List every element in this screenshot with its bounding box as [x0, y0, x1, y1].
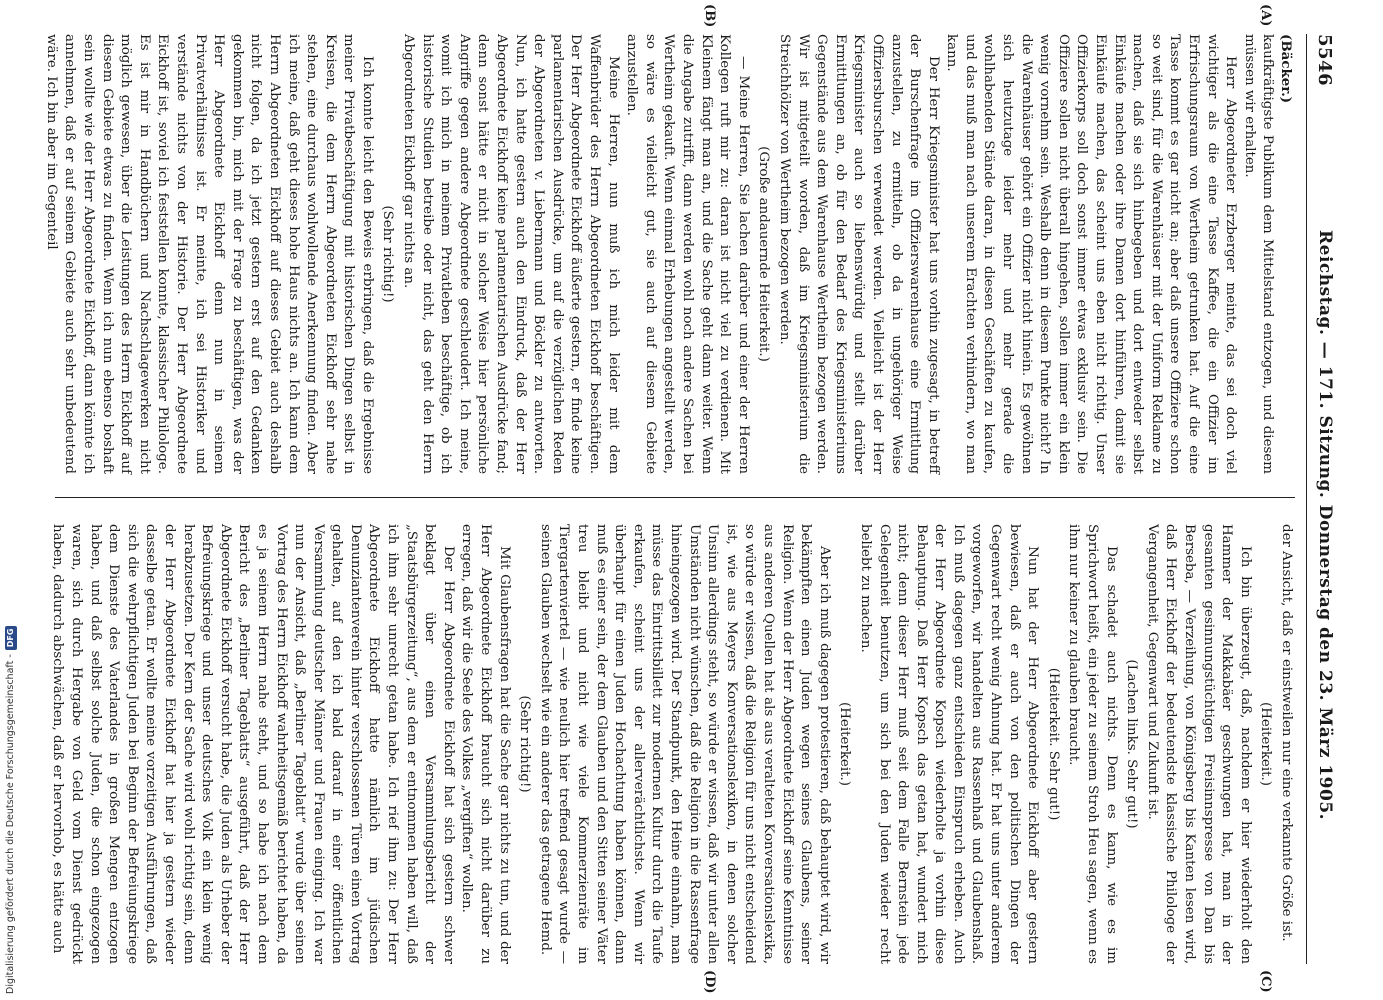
paragraph: Aber ich muß dagegen protestieren, daß behauptet wird, wir bekämpften einen Juden wegen seines Glaubens, seiner Religion. Wenn der Herr Abgeordnete Eickhoff seine Kenntnisse aus anderen Quellen hat als aus veralteten Konversationslexika, so würde er wissen, daß die Religion für uns nicht entscheidend ist, wie aus Meyers Konversationslexikon, in denen solcher Unsinn allerdings steht, so würde er wissen, daß wir unter allen Umständen nicht wünschen, daß die Religion in die Rassenfrage hineingezogen wird. Der Standpunkt, den Heine einnahm, man müsse das Eintrittsbillett zur modernen Kultur durch die Taufe erkaufen, scheint uns der allerverächtlichste. Wenn wir überhaupt für einen Juden Hochachtung haben können, dann muß es einer sein, der dem Glauben und den Sitten seiner Väter treu bleibt und nicht wie viele Kommerzienräte im Tiergartenviertel — wie neulich hier treffend gesagt wurde — seinen Glauben wechselt wie ein anderer das getragene Hemd. — [537, 524, 832, 964]
column-divider — [55, 497, 1295, 498]
paragraph: Ich bin überzeugt, daß, nachdem er hier wiederholt den Hammer der Makkabäer geschwungen hat, man in der gesamten gesinnungstüchtigen Freisinnspresse von Dan bis Berseba, — Verzeihung, von Königsberg bis Kanten lesen wird, daß Herr Eickhoff der bedeutendste klassische Philologe der Vergangenheit, Gegenwart und Zukunft ist. — [1144, 524, 1253, 964]
interjection: (Heiterkeit.) — [1258, 702, 1274, 786]
footer-text-row — [4, 4, 18, 994]
paragraph: Nun hat der Herr Abgeordnete Eickhoff aber gestern bewiesen, daß er auch von den politischen Dingen der Gegenwart recht wenig Ahnung hat. Er hat uns unter anderem vorgeworfen, wir handelten aus Rassenhaß und Glaubenshaß. Ich muß dagegen ganz entschieden Einspruch erheben. Auch der Herr Abgeordnete Kopsch wiederholte ja vorhin diese Behauptung. Daß Herr Kopsch das getan hat, wundert mich nicht; denn dieser Herr muß seit dem Falle Bernstein jede Gelegenheit benutzen, um sich bei den Juden wieder recht beliebt zu machen. — [857, 524, 1041, 964]
paragraph: Der Herr Kriegsminister hat uns vorhin zugesagt, in betreff der Burschenfrage im Offizierswarenhause eine Ermittlung anzustellen, zu ermitteln, ob da in ungehöriger Weise Offiziersburschen verwendet werden. Vielleicht ist der Herr Kriegsminister auch so liebenswürdig und stellt darüber Ermittlungen an, ob für den Bedarf des Kriegsministeriums Gegenstände aus dem Warenhause Wertheim bezogen werden. Wir ist mitgeteilt worden, daß im Kriegsministerium die Streichhölzer von Wertheim bezogen werden. — [776, 34, 941, 474]
margin-mark-b: (B) — [702, 4, 717, 28]
interjection: (Lachen links. Sehr gut!) — [1124, 659, 1140, 829]
paragraph: der Ansicht, daß er einstweilen nur eine verkannte Größe ist. — [1279, 524, 1294, 942]
paragraph: Herr Abgeordneter Erzberger meinte, das sei doch viel wichtiger als die eine Tasse Kaffee, die ein Offizier im Erfrischungsraum von Wertheim getrunken hat. Auf die eine Tasse kommt es gar nicht an; aber daß unsere Offiziere schon so weit sind, für die Warenhäuser mit der Uniform Reklame zu machen, daß sie sich hinbegeben und dort entweder selbst Einkäufe machen oder ihre Damen dort hinführen, damit sie Einkäufe machen, das scheint uns eben nicht richtig. Unser Offizierkorps soll doch sonst immer etwas exklusiv sein. Die Offiziere sollen nicht überall hingehen, sollen immer ein klein wenig vornehm sein. Weshalb denn in diesem Punkte nicht? In die Warenhäuser gehört ein Offizier nicht hinein. Es gewöhnen sich heutzutage leider mehr und mehr gerade die wohlhabenden Stände daran, in diesen Geschäften zu kaufen, und das muß man nach unserem Erachten verhindern, wo man kann. — [944, 34, 1239, 474]
paragraph: Meine Herren, nun muß ich mich leider mit dem Waffenbrüder des Herrn Abgeordneten Eickhoff beschäftigen. Der Herr Abgeordnete Eickhoff äußerte gestern, er finde keine parlamentarischen Ausdrücke, um auf die verzüglichen Reden der Abgeordneten v. Liebermann und Böckler zu antworten. Nun, ich hatte gestern auch den Eindruck, daß der Herr Abgeordnete Eickhoff keine parlamentarischen Ausdrücke fand; denn sonst hätte er nicht in solcher Weise hier persönliche Angriffe gegen andere Abgeordnete geschleudert. Ich meine, womit ich mich in meinem Privatleben beschäftige, ob ich historische Studien betreibe oder nicht, das geht den Herrn Abgeordneten Eickhoff gar nichts an. — [401, 34, 621, 474]
page-content — [43, 4, 1343, 994]
dfg-logo: DFG — [5, 626, 17, 651]
digitization-footer — [4, 4, 20, 994]
margin-mark-c: (C) — [1258, 970, 1273, 993]
interjection: (Große andauernde Heiterkeit.) — [756, 146, 772, 362]
page-number: 5546 — [1314, 34, 1336, 87]
paragraph: — Meine Herren, Sie lachen darüber und einer der Herren Kollegen ruft mir zu: daran ist nicht viel zu verdienen. Mit Kleinem fängt man an, und die Sache geht dann weiter. Wenn die Angabe zutrifft, dann werden wohl noch andere Sachen bei Wertheim gekauft. Wenn einmal Erhebungen angestellt werden, so wäre es vielleicht gut, sie auch auf diesem Gebiete anzustellen. — [624, 34, 751, 474]
paragraph: Ich konnte leicht den Beweis erbringen, daß die Ergebnisse meiner Privatbeschäftigung mit historischen Dingen selbst in Kreisen, die dem Herrn Abgeordneten Eickhoff sehr nahe stehen, eine durchaus wohlwollende Anerkennung finden. Aber ich meine, daß geht dieses hohe Haus nichts an. Ich kann dem Herrn Abgeordneten Eickhoff auf dieses Gebiet auch deshalb nicht folgen, da ich jetzt gestern erst auf den Gedanken gekommen bin, mich mit der Frage zu beschäftigen, was der Herr Abgeordnete Eickhoff denn nun in seinem Privatverhältnisse ist. Er meinte, ich sei Historiker und verstände nichts von der Historie. Der Herr Abgeordnete Eickhoff ist, soviel ich feststellen konnte, klassischer Philologe. Es ist mir in Handbüchern und Nachschlagewerken nicht möglich gewesen, über die Leistungen des Herrn Eickhoff auf diesem Gebiete etwas zu finden. Wenn ich nun ebenso boshaft sein wollte wie der Herr Abgeordnete Eickhoff, dann könnte ich annehmen, daß er auf seinem Gebiete auch sehr unbedeutend wäre. Ich bin aber im Gegenteil — [43, 34, 375, 474]
interjection: (Sehr richtig!) — [517, 695, 533, 793]
left-column — [43, 34, 1295, 474]
interjection: (Heiterkeit. Sehr gut!) — [1045, 667, 1061, 821]
right-column — [50, 524, 1295, 964]
paragraph: kaufkräftigste Publikum dem Mittelstand entzogen, und diesem müssen wir erhalten. — [1241, 34, 1276, 474]
text-columns — [43, 4, 1295, 994]
margin-mark-d: (D) — [702, 970, 717, 994]
footer-credit: Digitalisierung gefördert durch die Deutsche Forschungsgemeinschaft - — [5, 654, 16, 994]
page-header — [1306, 34, 1343, 964]
speaker-label: (Bäcker.) — [1278, 34, 1294, 104]
paragraph: Der Herr Abgeordnete Eickhoff hat sich gestern schwer beklagt über einen Versammlungsbericht der „Staatsbürgerzeitung“, aus dem er entnommen haben will, daß ich ihm sehr unrecht getan habe. Ich rief ihm zu: Der Herr Abgeordnete Eickhoff hatte nämlich im jüdischen Denunziantenverein hinter verschlossenen Türen einen Vortrag gehalten, auf den ich bald darauf in einer öffentlichen Versammlung deutscher Männer und Frauen einging. Ich war nun der Ansicht, daß „Berliner Tageblatt“ wurde über seinen Vortrag des Herrn Eickhoff wahrheitsgemäß berichtet haben, da es ja seinem Herrn nahe steht, und so habe ich nach dem Bericht des „Berliner Tageblatts“ ausgeführt, daß der Herr Abgeordnete Eickhoff versucht habe, die Juden als Urheber der Befreiungskriege und unser deutsches Volk ein klein wenig herabzusetzen. Der Kern der Sache wird wohl richtig sein, denn der Herr Abgeordnete Eickhoff hat hier ja gestern wieder dasselbe getan. Er wollte meine vorzeitigen Ausführungen, daß sich die wehrpflichtigen Juden bei Beginn der Befreiungskriege dem Dienste des Vaterlandes in großen Mengen entzogen haben, und daß selbst solche Juden, die schon eingezogen waren, sich durch Hergabe von Geld vom Dienst gedrückt haben, dadurch abschwächen, daß er hervorhob, es hätte auch — [50, 524, 456, 964]
interjection: (Heiterkeit.) — [837, 702, 853, 786]
interjection: (Sehr richtig!) — [380, 205, 396, 303]
paragraph: Mit Glaubensfragen hat die Sache gar nichts zu tun, und der Herr Abgeordnete Eickhoff braucht sich nicht darüber zu erregen, daß wir die Seele des Volkes „vergiften“ wollen. — [459, 524, 512, 964]
page-title: Reichstag. — 171. Sitzung. Donnerstag den 23. März 1905. — [1315, 230, 1335, 821]
margin-mark-a: (A) — [1258, 4, 1273, 27]
paragraph: Das schadet auch nichts. Denn es kann, wie es im Sprichwort heißt, ein jeder zu seinem Stroh Heu sagen, wenn es ihm nur keiner zu glauben braucht. — [1066, 524, 1119, 964]
